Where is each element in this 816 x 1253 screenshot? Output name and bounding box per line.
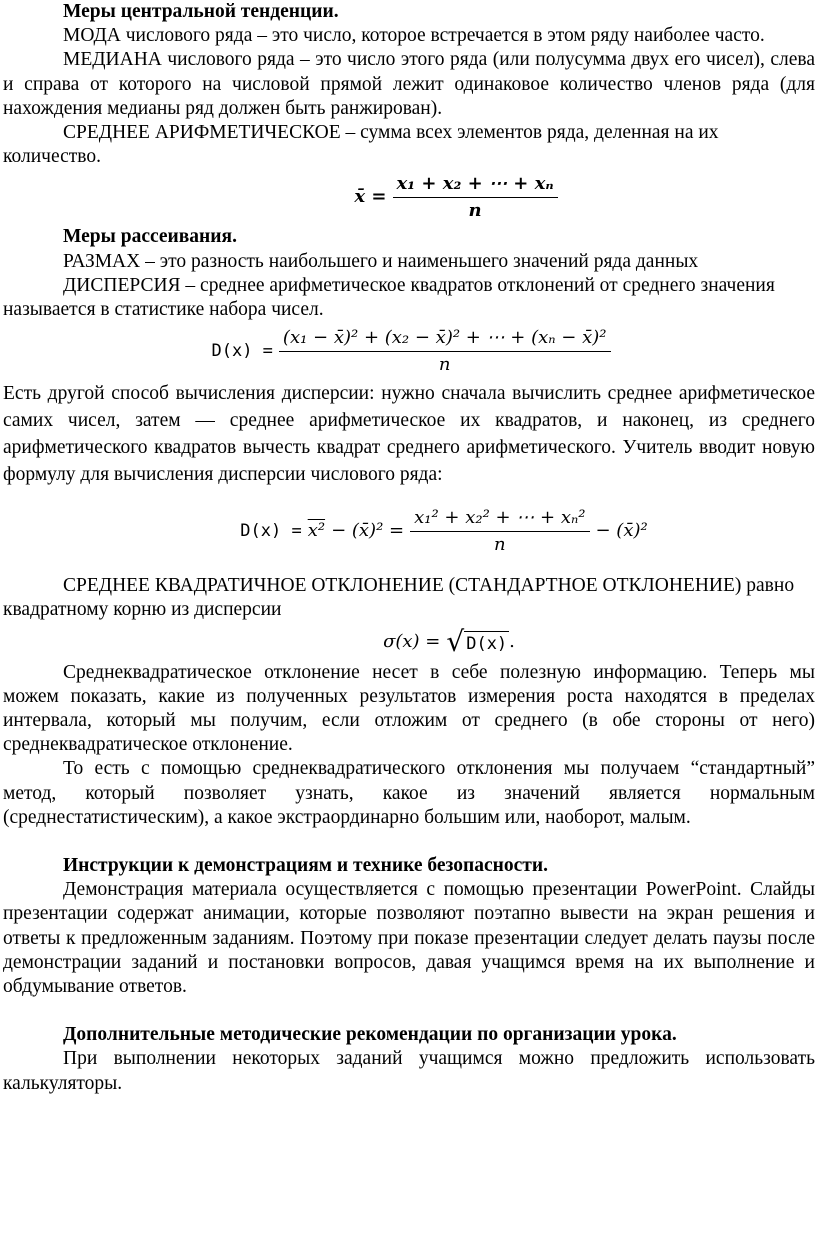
formula-std-radicand: D(x) <box>464 631 509 656</box>
paragraph-moda: МОДА числового ряда – это число, которое встречается в этом ряду наиболее часто. <box>63 25 765 47</box>
formula-std <box>3 623 815 661</box>
formula-std-end: . <box>509 630 515 652</box>
paragraph-range: РАЗМАХ – это разность наибольшего и наименьшего значений ряда данных <box>63 250 699 272</box>
sqrt-icon: √ <box>446 624 465 658</box>
formula-variance <box>3 322 815 380</box>
formula-mean-denominator: n <box>468 199 482 221</box>
spacer <box>3 830 815 854</box>
formula-mean-lhs: x̄ = <box>354 186 387 208</box>
formula-mean <box>3 169 815 225</box>
heading-recommendations: Дополнительные методические рекомендации по организации урока. <box>63 1024 677 1046</box>
paragraph-std-info: Среднеквадратическое отклонение несет в себе полезную информацию. Теперь мы можем показать, какие из полученных результатов измерения роста находятся в пределах интервала, который мы получим, если отложим от среднего (в обе стороны от него) среднеквадратическое отклонение. <box>3 661 815 756</box>
formula-variance-numerator: (x₁ − x̄)² + (x₂ − x̄)² + ⋯ + (xₙ − x̄)² <box>279 325 611 352</box>
formula-variance-fraction <box>279 325 611 378</box>
formula-variance-lhs: D(x) = <box>211 341 273 362</box>
formula-variance-alt <box>3 488 815 574</box>
formula-std-lhs: σ(x) = <box>383 630 441 652</box>
paragraph-variance: ДИСПЕРСИЯ – среднее арифметическое квадратов отклонений от среднего значения называется в статистике набора чисел. <box>3 274 775 321</box>
paragraph-recommendations: При выполнении некоторых заданий учащимся можно предложить использовать калькуляторы. <box>3 1048 815 1094</box>
spacer <box>3 999 815 1023</box>
formula-variance-alt-lhs: D(x) = <box>240 521 302 542</box>
formula-mean-numerator: x₁ + x₂ + ⋯ + xₙ <box>393 171 558 198</box>
formula-std-root <box>446 624 509 658</box>
formula-mean-fraction <box>393 171 558 224</box>
paragraph-std-definition: СРЕДНЕЕ КВАДРАТИЧНОЕ ОТКЛОНЕНИЕ (СТАНДАРТНОЕ ОТКЛОНЕНИЕ) равно квадратному корню из дисперсии <box>3 575 795 621</box>
formula-variance-alt-numerator: x₁² + x₂² + ⋯ + xₙ² <box>410 505 589 532</box>
formula-variance-denominator: n <box>438 353 451 375</box>
paragraph-mean: СРЕДНЕЕ АРИФМЕТИЧЕСКОЕ – сумма всех элементов ряда, деленная на их количество. <box>3 122 719 168</box>
formula-variance-alt-minus: − (x̄)² = <box>331 520 405 542</box>
formula-variance-alt-tail: − (x̄)² <box>595 520 648 542</box>
paragraph-median: МЕДИАНА числового ряда – это число этого ряда (или полусумма двух его чисел), слева и справа от которого на числовой прямой лежит одинаковое количество членов ряда (для нахождения медианы ряд должен быть ранжирован). <box>3 49 815 119</box>
heading-instructions: Инструкции к демонстрациям и технике безопасности. <box>63 855 548 877</box>
paragraph-instructions: Демонстрация материала осуществляется с помощью презентации PowerPoint. Слайды презентации содержат анимации, которые позволяют поэтапно вывести на экран решения и ответы к предложенным заданиям. Поэтому при показе презентации следует делать паузы после демонстрации заданий и постановки вопросов, давая учащимся время на их выполнение и обдумывание ответов. <box>3 879 815 998</box>
heading-dispersion: Меры рассеивания. <box>63 226 237 248</box>
paragraph-std-method: То есть с помощью среднеквадратического отклонения мы получаем “стандартный” метод, который позволяет узнать, какое из значений является нормальным (среднестатистическим), а какое экстраординарно большим или, наоборот, малым. <box>3 758 815 828</box>
formula-variance-alt-mean-squares: x² <box>307 520 326 542</box>
formula-variance-alt-fraction <box>410 505 589 558</box>
formula-variance-alt-denominator: n <box>494 533 506 555</box>
heading-central-tendency: Меры центральной тенденции. <box>63 1 339 22</box>
paragraph-other-method: Есть другой способ вычисления дисперсии: нужно сначала вычислить среднее арифметическое самих чисел, затем — среднее арифметическое их квадратов, и наконец, из среднего арифметического квадратов вычесть квадрат среднего арифметического. Учитель вводит новую формулу для вычисления дисперсии числового ряда: <box>3 383 815 486</box>
